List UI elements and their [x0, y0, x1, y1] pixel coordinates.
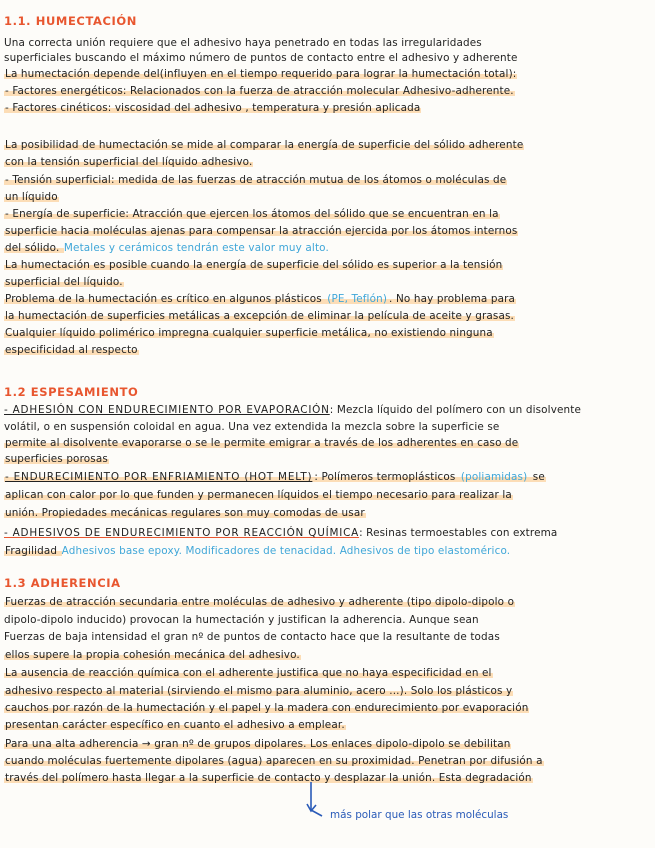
text-line: unión. Propiedades mecánicas regulares son muy comodas de usar [5, 507, 365, 519]
text-line: - ADHESIVOS DE ENDURECIMIENTO POR REACCIÓN QUÍMICA: Resinas termoestables con extrema [4, 527, 558, 539]
text-line: volátil, o en suspensión coloidal en agua. Una vez extendida la mezcla sobre la superficie se [4, 421, 500, 433]
text-line: La ausencia de reacción química con el adherente justifica que no haya especificidad en el [5, 667, 492, 679]
text-line: superficiales buscando el máximo número de puntos de contacto entre el adhesivo y adherente [4, 52, 518, 64]
text-line: - Factores cinéticos: viscosidad del adhesivo , temperatura y presión aplicada [5, 102, 421, 114]
section-title-espesamiento: 1.2 ESPESAMIENTO [4, 385, 139, 399]
text-line: un líquido [5, 191, 58, 203]
text-line: La humectación depende del(influyen en el tiempo requerido para lograr la humectación total): [5, 68, 517, 80]
text-line: especificidad al respecto [5, 344, 138, 356]
text-line: Una correcta unión requiere que el adhesivo haya penetrado en todas las irregularidades [4, 37, 482, 49]
text-line: con la tensión superficial del líquido adhesivo. [5, 156, 253, 168]
text-line: ellos supere la propia cohesión mecánica del adhesivo. [5, 649, 300, 661]
text-line: superficies porosas [5, 453, 108, 465]
section-title-adherencia: 1.3 ADHERENCIA [4, 576, 121, 590]
text-line: la humectación de superficies metálicas a excepción de eliminar la película de aceite y grasas. [5, 310, 514, 322]
text-line: del sólido. Metales y cerámicos tendrán este valor muy alto. [5, 242, 329, 254]
text-line: - ENDURECIMIENTO POR ENFRIAMIENTO (HOT MELT) : Polímeros termoplásticos (poliamidas) se [5, 471, 545, 483]
text-line: aplican con calor por lo que funden y permanecen líquidos el tiempo necesario para realizar la [5, 489, 512, 501]
arrow-down-icon [306, 780, 332, 820]
text-line: Fragilidad Adhesivos base epoxy. Modificadores de tenacidad. Adhesivos de tipo elastomérico. [5, 545, 511, 557]
text-line: través del polímero hasta llegar a la superficie de contacto y desplazar la unión. Esta degradación [5, 772, 532, 784]
text-line: presentan carácter específico en cuanto el adhesivo a emplear. [5, 719, 345, 731]
text-line: Para una alta adherencia → gran nº de grupos dipolares. Los enlaces dipolo-dipolo se debilitan [5, 738, 511, 750]
text-line: cuando moléculas fuertemente dipolares (agua) aparecen en su proximidad. Penetran por difusión a [5, 755, 543, 767]
text-line: La posibilidad de humectación se mide al comparar la energía de superficie del sólido adherente [5, 139, 524, 151]
section-title-humectacion: 1.1. HUMECTACIÓN [4, 14, 138, 28]
text-line: - Energía de superficie: Atracción que ejercen los átomos del sólido que se encuentran en la [5, 208, 499, 220]
text-line: superficie hacia moléculas ajenas para compensar la atracción ejercida por los átomos internos [5, 225, 518, 237]
margin-note: más polar que las otras moléculas [330, 809, 509, 821]
text-line: - Factores energéticos: Relacionados con la fuerza de atracción molecular Adhesivo-adherente. [5, 85, 514, 97]
text-line: Fuerzas de atracción secundaria entre moléculas de adhesivo y adherente (tipo dipolo-dipolo o [5, 596, 515, 608]
text-line: La humectación es posible cuando la energía de superficie del sólido es superior a la tensión [5, 259, 503, 271]
text-line: Cualquier líquido polimérico impregna cualquier superficie metálica, no existiendo ninguna [5, 327, 493, 339]
blue-note: Metales y cerámicos tendrán este valor muy alto. [63, 242, 329, 254]
text-line: superficial del líquido. [5, 276, 123, 288]
text-line: dipolo-dipolo inducido) provocan la humectación y justifican la adherencia. Aunque sean [4, 614, 479, 626]
text-line: Problema de la humectación es crítico en algunos plásticos (PE, Teflón) . No hay problema para [5, 293, 516, 305]
text-line: adhesivo respecto al material (sirviendo el mismo para aluminio, acero ...). Solo los plásticos y [5, 685, 513, 697]
text-line: Fuerzas de baja intensidad el gran nº de puntos de contacto hace que la resultante de todas [4, 631, 500, 643]
text-line: - ADHESIÓN CON ENDURECIMIENTO POR EVAPORACIÓN: Mezcla líquido del polímero con un disolvente [4, 404, 582, 416]
text-line: cauchos por razón de la humectación y el papel y la madera con endurecimiento por evaporación [5, 702, 529, 714]
text-line: permite al disolvente evaporarse o se le permite emigrar a través de los adherentes en caso de [5, 437, 519, 449]
text-line: - Tensión superficial: medida de las fuerzas de atracción mutua de los átomos o moléculas de [5, 174, 507, 186]
